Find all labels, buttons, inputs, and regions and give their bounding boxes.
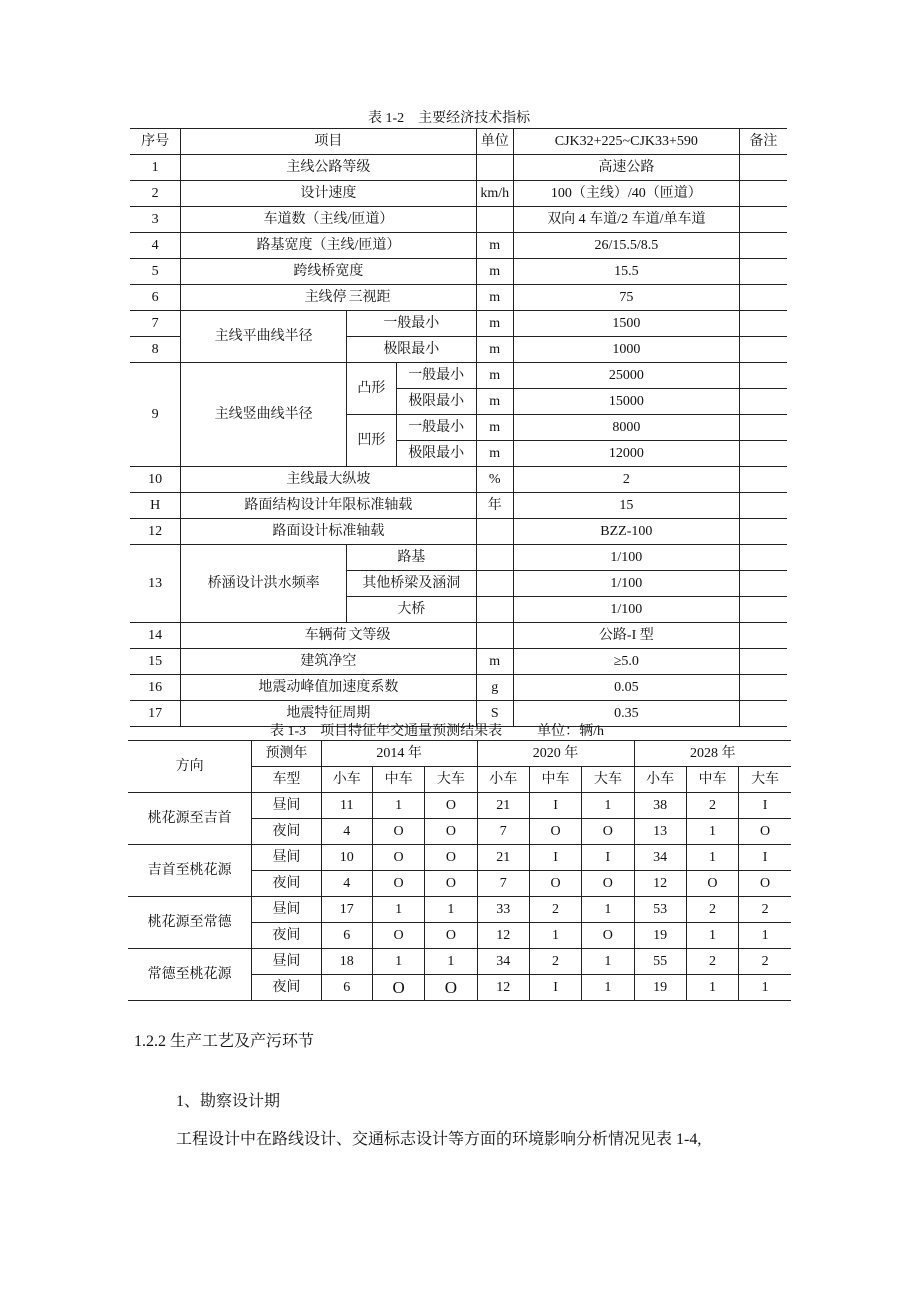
count-cell: O (582, 871, 634, 897)
count-cell: 34 (634, 845, 686, 871)
row-no: 14 (130, 623, 181, 649)
count-cell: 1 (425, 949, 477, 975)
row-note (739, 649, 787, 675)
table-row (128, 845, 791, 871)
count-cell: 1 (582, 793, 634, 819)
row-value: 12000 (513, 441, 739, 467)
row-item: 跨线桥宽度 (181, 259, 476, 285)
table-row (130, 545, 787, 571)
table-row (130, 623, 787, 649)
row-value: 25000 (513, 363, 739, 389)
row-unit: m (476, 259, 513, 285)
table-row (130, 493, 787, 519)
count-cell: 34 (477, 949, 529, 975)
count-cell: 1 (372, 949, 424, 975)
table-row (130, 181, 787, 207)
count-cell: O (372, 819, 424, 845)
row-note (739, 207, 787, 233)
count-cell: 53 (634, 897, 686, 923)
row-unit (476, 207, 513, 233)
row-note (739, 233, 787, 259)
row-note (739, 311, 787, 337)
header-value: CJK32+225~CJK33+590 (513, 129, 739, 155)
row-unit (476, 571, 513, 597)
count-cell: O (529, 819, 581, 845)
row-value: 75 (513, 285, 739, 311)
row-item: 路面结构设计年限标准轴载 (181, 493, 476, 519)
period-cell: 夜间 (252, 923, 321, 949)
count-cell: 1 (686, 819, 738, 845)
header-type: 大车 (425, 767, 477, 793)
row-value: 1000 (513, 337, 739, 363)
row-item-part-b: 文等级 (347, 623, 477, 649)
count-cell: 12 (477, 923, 529, 949)
header-forecast-year: 预测年 (252, 741, 321, 767)
row-no: 16 (130, 675, 181, 701)
table-row (130, 285, 787, 311)
header-type: 中车 (529, 767, 581, 793)
row-no: 3 (130, 207, 181, 233)
count-cell: 2 (529, 949, 581, 975)
count-cell: I (582, 845, 634, 871)
count-cell: I (739, 845, 791, 871)
count-cell: 7 (477, 819, 529, 845)
header-item: 项目 (181, 129, 476, 155)
row-unit: m (476, 233, 513, 259)
row-value: 0.35 (513, 701, 739, 727)
body-paragraph: 工程设计中在路线设计、交通标志设计等方面的环境影响分析情况见表 1-4, (176, 1131, 702, 1148)
row-item-part-b: 三视距 (347, 285, 477, 311)
count-cell: 6 (321, 975, 372, 1001)
row-note (739, 363, 787, 389)
period-cell: 夜间 (252, 819, 321, 845)
count-cell: 10 (321, 845, 372, 871)
count-cell: O (425, 975, 477, 1001)
direction-cell: 吉首至桃花源 (128, 845, 252, 897)
row-note (739, 701, 787, 727)
row-no: 2 (130, 181, 181, 207)
table-row (130, 233, 787, 259)
count-cell: 19 (634, 975, 686, 1001)
row-subitem: 其他桥梁及涵洞 (347, 571, 477, 597)
period-cell: 昼间 (252, 897, 321, 923)
row-item: 路面设计标准轴载 (181, 519, 476, 545)
count-cell: 1 (739, 923, 791, 949)
count-cell: O (529, 871, 581, 897)
count-cell: I (529, 975, 581, 1001)
row-value: 1/100 (513, 545, 739, 571)
row-note (739, 493, 787, 519)
direction-cell: 常德至桃花源 (128, 949, 252, 1001)
row-unit: g (476, 675, 513, 701)
row-no: 12 (130, 519, 181, 545)
subsection-heading: 1、勘察设计期 (176, 1093, 281, 1110)
count-cell: 12 (477, 975, 529, 1001)
count-cell: 2 (686, 897, 738, 923)
count-cell: 55 (634, 949, 686, 975)
header-type: 小车 (321, 767, 372, 793)
row-note (739, 285, 787, 311)
row-subitem: 极限最小 (396, 441, 476, 467)
count-cell: 1 (425, 897, 477, 923)
row-no: 4 (130, 233, 181, 259)
main-indicators-table (130, 128, 787, 727)
row-item: 车道数（主线/匝道） (181, 207, 476, 233)
count-cell: O (372, 871, 424, 897)
header-type: 大车 (739, 767, 791, 793)
traffic-forecast-table (128, 740, 791, 1001)
header-type: 中车 (372, 767, 424, 793)
row-value: BZZ-100 (513, 519, 739, 545)
row-value: 公路-I 型 (513, 623, 739, 649)
row-item: 主线公路等级 (181, 155, 476, 181)
count-cell: O (686, 871, 738, 897)
row-note (739, 571, 787, 597)
row-item: 建筑净空 (181, 649, 476, 675)
row-subitem: 一般最小 (347, 311, 477, 337)
row-no: 15 (130, 649, 181, 675)
row-unit (476, 623, 513, 649)
row-value: 1/100 (513, 597, 739, 623)
count-cell: O (582, 923, 634, 949)
row-unit: m (476, 363, 513, 389)
period-cell: 昼间 (252, 949, 321, 975)
count-cell: 1 (739, 975, 791, 1001)
row-value: ≥5.0 (513, 649, 739, 675)
table-row (128, 793, 791, 819)
row-unit: m (476, 649, 513, 675)
concave-label: 凹形 (347, 415, 397, 467)
row-note (739, 259, 787, 285)
table-row (130, 467, 787, 493)
row-note (739, 337, 787, 363)
count-cell: O (425, 793, 477, 819)
table-row (130, 129, 787, 155)
count-cell: 1 (686, 975, 738, 1001)
row-item: 路基宽度（主线/匝道） (181, 233, 476, 259)
count-cell: 33 (477, 897, 529, 923)
row-value: 1/100 (513, 571, 739, 597)
period-cell: 昼间 (252, 845, 321, 871)
count-cell: 1 (582, 949, 634, 975)
row-unit: m (476, 311, 513, 337)
table-1-2-caption: 表 1-2 主要经济技术指标 (368, 111, 531, 126)
row-unit: km/h (476, 181, 513, 207)
section-heading: 1.2.2 生产工艺及产污环节 (134, 1033, 315, 1050)
row-item: 主线竖曲线半径 (181, 363, 347, 467)
header-year: 2014 年 (321, 741, 477, 767)
row-unit: m (476, 415, 513, 441)
row-value: 高速公路 (513, 155, 739, 181)
row-note (739, 389, 787, 415)
row-unit (476, 545, 513, 571)
row-unit: 年 (476, 493, 513, 519)
count-cell: 2 (739, 949, 791, 975)
row-no: 10 (130, 467, 181, 493)
table-header-row (128, 741, 791, 767)
row-subitem: 大桥 (347, 597, 477, 623)
count-cell: 19 (634, 923, 686, 949)
count-cell: 17 (321, 897, 372, 923)
period-cell: 昼间 (252, 793, 321, 819)
count-cell: I (529, 845, 581, 871)
header-year: 2020 年 (477, 741, 634, 767)
count-cell: 1 (686, 845, 738, 871)
count-cell: 12 (634, 871, 686, 897)
count-cell: 1 (372, 793, 424, 819)
table-1-3-caption: 表 1-3 项目特征年交通量预测结果表 单位：辆/h (270, 724, 605, 739)
count-cell: O (582, 819, 634, 845)
row-no: 8 (130, 337, 181, 363)
header-no: 序号 (130, 129, 181, 155)
table-row (130, 675, 787, 701)
period-cell: 夜间 (252, 871, 321, 897)
row-note (739, 155, 787, 181)
row-note (739, 181, 787, 207)
row-no: 7 (130, 311, 181, 337)
row-item-part-a: 主线停 (181, 285, 347, 311)
count-cell: 21 (477, 845, 529, 871)
row-item: 桥涵设计洪水频率 (181, 545, 347, 623)
row-unit: m (476, 337, 513, 363)
direction-cell: 桃花源至吉首 (128, 793, 252, 845)
row-unit: m (476, 285, 513, 311)
table-row (130, 363, 787, 389)
header-type: 中车 (686, 767, 738, 793)
table-row (128, 949, 791, 975)
count-cell: 4 (321, 819, 372, 845)
row-no: 13 (130, 545, 181, 623)
count-cell: 1 (372, 897, 424, 923)
header-type: 小车 (477, 767, 529, 793)
header-unit: 单位 (476, 129, 513, 155)
row-note (739, 441, 787, 467)
count-cell: O (425, 923, 477, 949)
row-no: 1 (130, 155, 181, 181)
row-item: 地震动峰值加速度系数 (181, 675, 476, 701)
count-cell: 1 (582, 897, 634, 923)
header-vehicle-type: 车型 (252, 767, 321, 793)
count-cell: 38 (634, 793, 686, 819)
row-unit (476, 155, 513, 181)
row-value: 26/15.5/8.5 (513, 233, 739, 259)
row-subitem: 路基 (347, 545, 477, 571)
count-cell: 1 (686, 923, 738, 949)
table-row (130, 207, 787, 233)
count-cell: I (739, 793, 791, 819)
row-item: 地震特征周期 (181, 701, 476, 727)
row-item: 主线平曲线半径 (181, 311, 347, 363)
row-note (739, 545, 787, 571)
row-note (739, 415, 787, 441)
count-cell: O (372, 923, 424, 949)
count-cell: O (372, 975, 424, 1001)
count-cell: O (739, 871, 791, 897)
period-cell: 夜间 (252, 975, 321, 1001)
table-row (128, 897, 791, 923)
count-cell: 1 (582, 975, 634, 1001)
row-value: 8000 (513, 415, 739, 441)
count-cell: O (739, 819, 791, 845)
direction-cell: 桃花源至常德 (128, 897, 252, 949)
row-unit: % (476, 467, 513, 493)
count-cell: O (372, 845, 424, 871)
count-cell: 2 (529, 897, 581, 923)
count-cell: 1 (529, 923, 581, 949)
row-no: H (130, 493, 181, 519)
row-value: 双向 4 车道/2 车道/单车道 (513, 207, 739, 233)
count-cell: 13 (634, 819, 686, 845)
count-cell: O (425, 819, 477, 845)
table-row (130, 155, 787, 181)
row-value: 15.5 (513, 259, 739, 285)
table-row (130, 259, 787, 285)
row-item: 主线最大纵坡 (181, 467, 476, 493)
row-subitem: 极限最小 (347, 337, 477, 363)
count-cell: 18 (321, 949, 372, 975)
row-no: 6 (130, 285, 181, 311)
count-cell: 2 (739, 897, 791, 923)
row-unit (476, 519, 513, 545)
row-value: 15000 (513, 389, 739, 415)
row-note (739, 467, 787, 493)
row-note (739, 675, 787, 701)
table-row (130, 311, 787, 337)
row-subitem: 极限最小 (396, 389, 476, 415)
header-direction: 方向 (128, 741, 252, 793)
row-value: 1500 (513, 311, 739, 337)
header-year: 2028 年 (634, 741, 791, 767)
row-no: 5 (130, 259, 181, 285)
header-type: 大车 (582, 767, 634, 793)
count-cell: O (425, 845, 477, 871)
header-note: 备注 (739, 129, 787, 155)
row-unit: m (476, 389, 513, 415)
row-value: 100（主线）/40（匝道） (513, 181, 739, 207)
row-value: 15 (513, 493, 739, 519)
count-cell: 11 (321, 793, 372, 819)
count-cell: O (425, 871, 477, 897)
count-cell: 4 (321, 871, 372, 897)
row-note (739, 597, 787, 623)
row-no: 17 (130, 701, 181, 727)
table-row (130, 519, 787, 545)
row-unit (476, 597, 513, 623)
count-cell: 2 (686, 793, 738, 819)
count-cell: 6 (321, 923, 372, 949)
table-row (130, 649, 787, 675)
row-no: 9 (130, 363, 181, 467)
row-unit: m (476, 441, 513, 467)
count-cell: 7 (477, 871, 529, 897)
row-unit: S (476, 701, 513, 727)
row-item: 设计速度 (181, 181, 476, 207)
row-subitem: 一般最小 (396, 415, 476, 441)
row-note (739, 623, 787, 649)
row-item-part-a: 车辆荷 (181, 623, 347, 649)
row-value: 2 (513, 467, 739, 493)
row-value: 0.05 (513, 675, 739, 701)
row-note (739, 519, 787, 545)
convex-label: 凸形 (347, 363, 397, 415)
count-cell: 2 (686, 949, 738, 975)
row-subitem: 一般最小 (396, 363, 476, 389)
count-cell: I (529, 793, 581, 819)
count-cell: 21 (477, 793, 529, 819)
header-type: 小车 (634, 767, 686, 793)
